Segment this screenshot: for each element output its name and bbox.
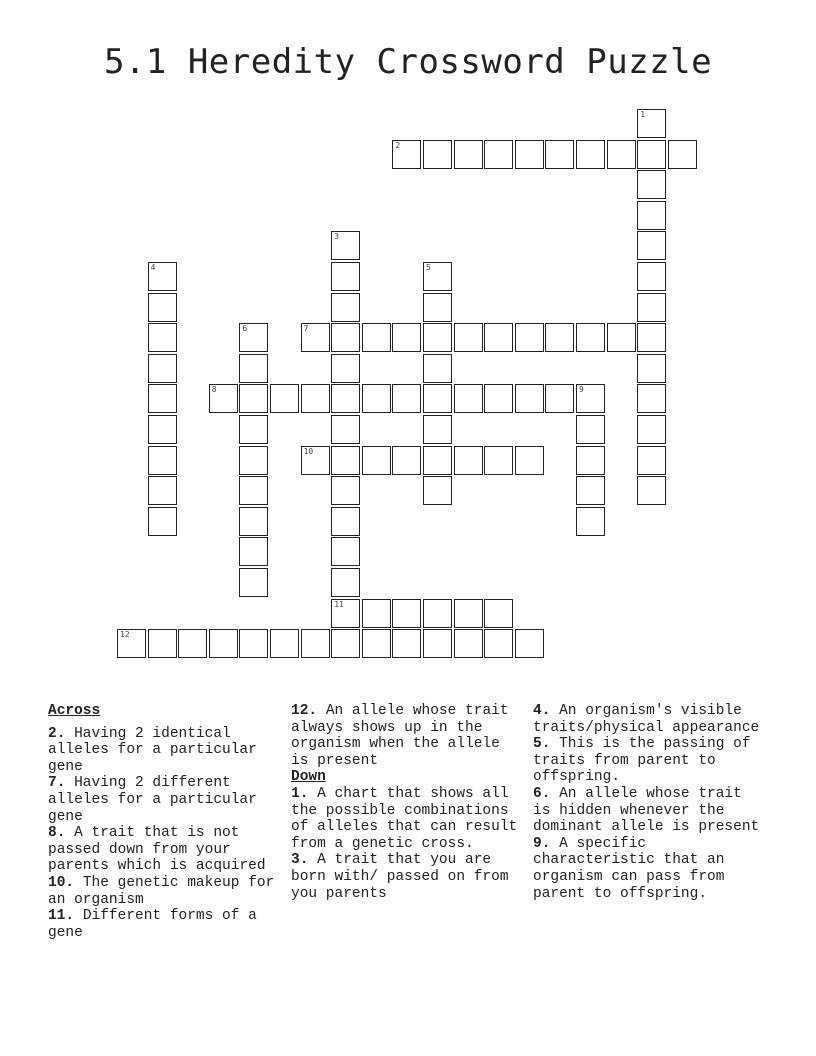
grid-cell[interactable] [576, 507, 605, 536]
grid-cell[interactable] [148, 293, 177, 322]
grid-cell[interactable] [484, 384, 513, 413]
cell-number: 4 [150, 263, 156, 272]
grid-cell[interactable] [392, 140, 421, 169]
grid-cell[interactable] [331, 629, 360, 658]
grid-cell[interactable] [209, 384, 238, 413]
grid-cell[interactable] [423, 323, 452, 352]
cell-number: 11 [334, 599, 344, 609]
grid-cell[interactable] [515, 629, 544, 658]
grid-cell[interactable] [576, 140, 605, 169]
across-clue-12: 12. An allele whose trait always shows up in the organism when the allele is present [291, 703, 509, 769]
cell-number: 8 [211, 385, 217, 395]
grid-cell[interactable] [484, 446, 513, 475]
grid-cell[interactable] [270, 384, 299, 413]
grid-cell[interactable] [637, 109, 666, 138]
grid-cell[interactable] [362, 629, 391, 658]
grid-cell[interactable] [637, 262, 666, 291]
grid-cell[interactable] [576, 476, 605, 505]
grid-cell[interactable] [331, 568, 360, 597]
across-heading: Across [48, 703, 101, 719]
cell-number: 3 [334, 232, 340, 242]
grid-cell[interactable] [148, 507, 177, 536]
grid-cell[interactable] [637, 231, 666, 260]
grid-cell[interactable] [301, 446, 330, 475]
down-clue-3: 3. A trait that you are born with/ passed on from you parents [291, 852, 509, 902]
grid-cell[interactable] [484, 140, 513, 169]
grid-cell[interactable] [392, 599, 421, 628]
grid-cell[interactable] [423, 476, 452, 505]
down-clue-4: 4. An organism's visible traits/physical appearance [533, 703, 760, 736]
grid-cell[interactable] [515, 384, 544, 413]
grid-cell[interactable] [362, 599, 391, 628]
grid-cell[interactable] [331, 507, 360, 536]
grid-cell[interactable] [148, 415, 177, 444]
grid-cell[interactable] [270, 629, 299, 658]
grid-cell[interactable] [668, 140, 697, 169]
grid-cell[interactable] [637, 384, 666, 413]
grid-cell[interactable] [362, 323, 391, 352]
grid-cell[interactable] [239, 476, 268, 505]
page-title: 5.1 Heredity Crossword Puzzle [103, 42, 713, 82]
grid-cell[interactable] [239, 384, 268, 413]
grid-cell[interactable] [209, 629, 238, 658]
grid-cell[interactable] [148, 476, 177, 505]
grid-cell[interactable] [484, 599, 513, 628]
grid-cell[interactable] [117, 629, 146, 658]
grid-cell[interactable] [545, 384, 574, 413]
grid-cell[interactable] [331, 323, 360, 352]
grid-cell[interactable] [239, 415, 268, 444]
grid-cell[interactable] [331, 599, 360, 628]
grid-cell[interactable] [576, 415, 605, 444]
clue-column-1 [48, 703, 278, 941]
grid-cell[interactable] [301, 323, 330, 352]
grid-cell[interactable] [637, 293, 666, 322]
cell-number: 7 [303, 324, 309, 334]
grid-cell[interactable] [148, 354, 177, 383]
grid-cell[interactable] [392, 384, 421, 413]
grid-cell[interactable] [331, 293, 360, 322]
grid-cell[interactable] [331, 262, 360, 291]
grid-cell[interactable] [484, 629, 513, 658]
cell-number: 2 [395, 140, 401, 150]
grid-cell[interactable] [637, 323, 666, 352]
grid-cell[interactable] [423, 262, 452, 291]
down-clue-5: 5. This is the passing of traits from parent to offspring. [533, 736, 751, 786]
grid-cell[interactable] [301, 629, 330, 658]
grid-cell[interactable] [331, 231, 360, 260]
grid-cell[interactable] [515, 323, 544, 352]
across-clue-10: 10. The genetic makeup for an organism [48, 874, 275, 908]
grid-cell[interactable] [454, 446, 483, 475]
grid-cell[interactable] [454, 599, 483, 628]
grid-cell[interactable] [148, 446, 177, 475]
grid-cell[interactable] [148, 323, 177, 352]
grid-cell[interactable] [545, 140, 574, 169]
clue-column-3 [533, 703, 763, 902]
grid-cell[interactable] [362, 446, 391, 475]
grid-cell[interactable] [392, 446, 421, 475]
grid-cell[interactable] [148, 629, 177, 658]
down-heading: Down [291, 769, 326, 786]
grid-cell[interactable] [331, 384, 360, 413]
grid-cell[interactable] [637, 140, 666, 169]
grid-cell[interactable] [454, 140, 483, 169]
grid-cell[interactable] [637, 476, 666, 505]
cell-number: 1 [640, 110, 646, 119]
grid-cell[interactable] [423, 415, 452, 444]
cell-number: 9 [579, 385, 584, 395]
grid-cell[interactable] [637, 201, 666, 230]
down-clue-1: 1. A chart that shows all the possible combinations of alleles that can result from a genetic cross. [291, 785, 518, 852]
across-clue-7: 7. Having 2 different alleles for a particular gene [48, 775, 257, 825]
grid-cell[interactable] [637, 170, 666, 199]
grid-cell[interactable] [392, 629, 421, 658]
grid-cell[interactable] [392, 323, 421, 352]
grid-cell[interactable] [423, 354, 452, 383]
grid-cell[interactable] [423, 384, 452, 413]
grid-cell[interactable] [454, 323, 483, 352]
grid-cell[interactable] [239, 507, 268, 536]
grid-cell[interactable] [637, 354, 666, 383]
grid-cell[interactable] [637, 415, 666, 444]
grid-cell[interactable] [178, 629, 207, 658]
grid-cell[interactable] [423, 599, 452, 628]
cell-number: 12 [120, 630, 130, 640]
clue-column-2 [291, 703, 521, 902]
cell-number: 10 [303, 446, 314, 456]
grid-cell[interactable] [148, 262, 177, 291]
grid-cell[interactable] [637, 446, 666, 475]
grid-cell[interactable] [239, 446, 268, 475]
across-clue-8: 8. A trait that is not passed down from your parents which is acquired [48, 825, 266, 875]
grid-cell[interactable] [331, 476, 360, 505]
grid-cell[interactable] [515, 446, 544, 475]
grid-cell[interactable] [331, 537, 360, 566]
grid-cell[interactable] [331, 354, 360, 383]
grid-cell[interactable] [239, 323, 268, 352]
grid-cell[interactable] [239, 568, 268, 597]
grid-cell[interactable] [239, 537, 268, 566]
grid-cell[interactable] [454, 629, 483, 658]
grid-cell[interactable] [301, 384, 330, 413]
grid-cell[interactable] [423, 629, 452, 658]
grid-cell[interactable] [484, 323, 513, 352]
down-clue-9: 9. A specific characteristic that an organism can pass from parent to offspring. [533, 835, 725, 902]
across-clue-11: 11. Different forms of a gene [48, 908, 257, 941]
grid-cell[interactable] [331, 446, 360, 475]
grid-cell[interactable] [576, 446, 605, 475]
grid-cell[interactable] [576, 384, 605, 413]
grid-cell[interactable] [576, 323, 605, 352]
grid-cell[interactable] [331, 415, 360, 444]
grid-cell[interactable] [239, 354, 268, 383]
grid-cell[interactable] [454, 384, 483, 413]
across-clue-2: 2. Having 2 identical alleles for a particular gene [48, 725, 257, 775]
grid-cell[interactable] [148, 384, 177, 413]
down-clue-6: 6. An allele whose trait is hidden whenever the dominant allele is present [533, 785, 760, 836]
grid-cell[interactable] [423, 446, 452, 475]
cell-number: 6 [242, 324, 248, 334]
grid-cell[interactable] [515, 140, 544, 169]
grid-cell[interactable] [607, 323, 636, 352]
grid-cell[interactable] [423, 140, 452, 169]
cell-number: 5 [426, 263, 431, 272]
grid-cell[interactable] [423, 293, 452, 322]
grid-cell[interactable] [239, 629, 268, 658]
grid-cell[interactable] [607, 140, 636, 169]
grid-cell[interactable] [362, 384, 391, 413]
grid-cell[interactable] [545, 323, 574, 352]
